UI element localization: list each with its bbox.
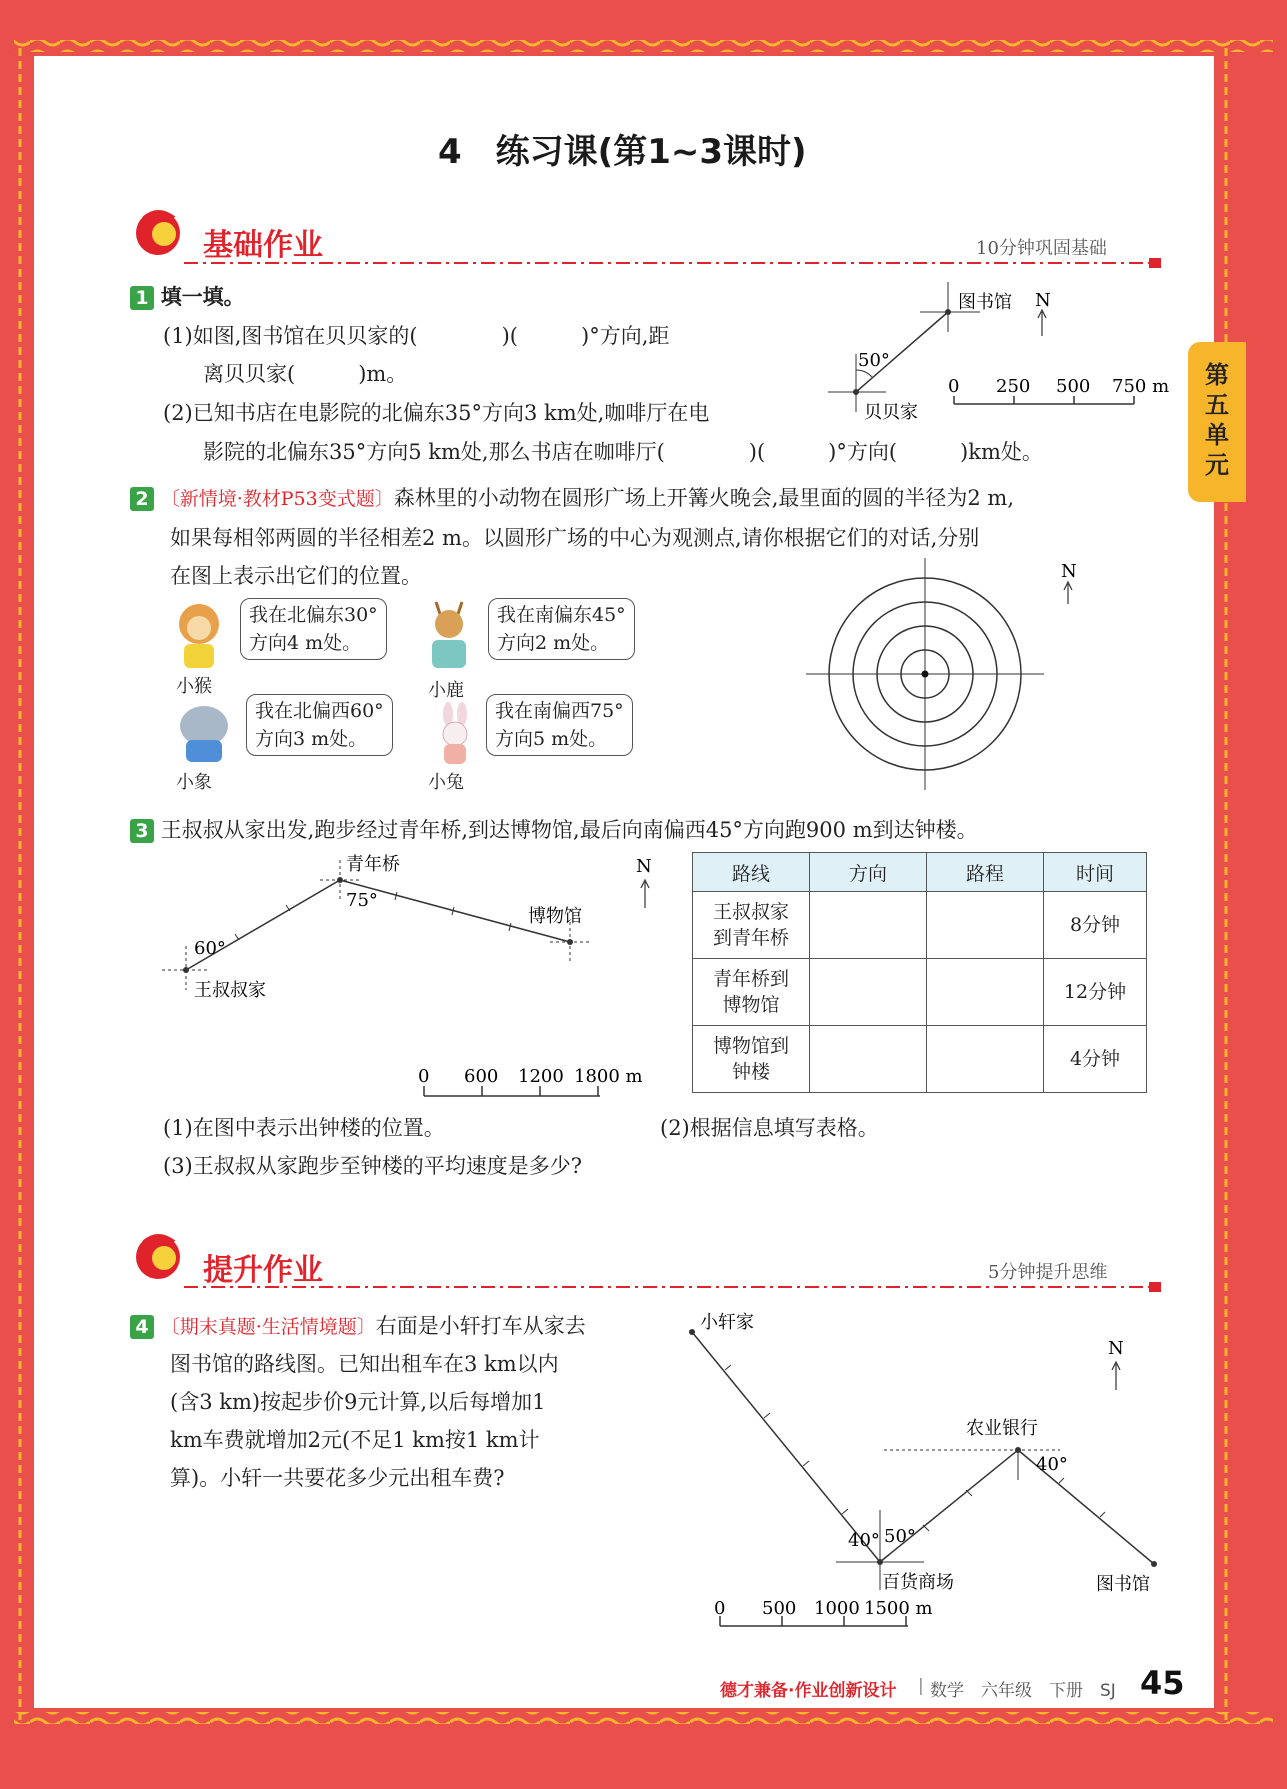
q4-line3: (含3 km)按起步价9元计算,以后每增加1 [170, 1390, 546, 1414]
q4-number: 4 [130, 1315, 154, 1339]
q1-scale-1: 250 [996, 376, 1031, 397]
elephant-say-1: 我在北偏西60° [255, 700, 384, 722]
rabbit-bubble [486, 694, 633, 756]
q4-angle40a: 40° [848, 1530, 880, 1551]
q3-scale-0: 0 [418, 1066, 430, 1087]
q3-line1-text: 王叔叔从家出发,跑步经过青年桥,到达博物馆,最后向南偏西45°方向跑900 m到达钟楼。 [160, 818, 978, 842]
deer-say-2: 方向2 m处。 [497, 632, 610, 654]
q4-scale-0: 0 [714, 1598, 726, 1619]
q4-line4: km车费就增加2元(不足1 km按1 km计 [170, 1428, 540, 1452]
q3-angle75: 75° [346, 890, 378, 911]
deer-say-1: 我在南偏东45° [497, 604, 626, 626]
row1-time: 8分钟 [1044, 892, 1147, 959]
section-title-advanced: 提升作业 [203, 1253, 323, 1288]
q1-part2-line1: (2)已知书店在电影院的北偏东35°方向3 km处,咖啡厅在电 [163, 401, 710, 425]
q3-route-figure [160, 850, 660, 1090]
q3-north-label: N [636, 856, 652, 877]
q2-line1-text: 森林里的小动物在圆形广场上开篝火晚会,最里面的圆的半径为2 m, [393, 486, 1015, 510]
row1-direction-blank[interactable] [810, 892, 927, 959]
elephant-name: 小象 [176, 772, 212, 793]
q3-home-label: 王叔叔家 [194, 980, 266, 1001]
q1-head-text: 填一填。 [160, 285, 245, 309]
q3-angle60: 60° [194, 938, 226, 959]
q3-sub1: (1)在图中表示出钟楼的位置。 [163, 1116, 445, 1140]
q3-scale-2: 1200 [518, 1066, 564, 1087]
elephant-bubble [246, 694, 393, 756]
unit-tab-label: 第五单元 [1205, 361, 1229, 479]
q2-north-arrow [1060, 560, 1080, 606]
q2-line1 [130, 482, 1014, 512]
q1-home-label: 贝贝家 [864, 402, 918, 423]
table-row [693, 1026, 1147, 1093]
row1-route [693, 892, 810, 959]
q3-bridge-label: 青年桥 [346, 854, 400, 875]
rabbit-say-2: 方向5 m处。 [495, 728, 608, 750]
elephant-icon [168, 700, 238, 766]
row3-route-line1: 博物馆到 [712, 1035, 789, 1057]
q1-scale-3: 750 m [1112, 376, 1170, 397]
th-direction: 方向 [810, 853, 927, 892]
monkey-icon [168, 600, 230, 670]
monkey-name: 小猴 [176, 676, 212, 697]
q2-number: 2 [130, 487, 154, 511]
table-row [693, 959, 1147, 1026]
q4-angle50: 50° [884, 1526, 916, 1547]
q4-mall-label: 百货商场 [882, 1572, 954, 1593]
deer-bubble [488, 598, 635, 660]
q1-angle-label: 50° [858, 350, 890, 371]
th-route: 路线 [693, 853, 810, 892]
q4-home-label: 小轩家 [700, 1312, 754, 1333]
row3-route-line2: 钟楼 [731, 1061, 770, 1083]
row2-route [693, 959, 810, 1026]
section-time-advanced: 5分钟提升思维 [988, 1262, 1108, 1283]
rabbit-icon [430, 702, 480, 768]
th-time: 时间 [1044, 853, 1147, 892]
section-title-basic: 基础作业 [203, 228, 323, 263]
footer-brand: 德才兼备·作业创新设计 [720, 1681, 897, 1701]
q3-sub2: (2)根据信息填写表格。 [660, 1116, 879, 1140]
q3-line1 [130, 814, 978, 844]
q4-line2: 图书馆的路线图。已知出租车在3 km以内 [170, 1352, 559, 1376]
q2-line2: 如果每相邻两圆的半径相差2 m。以圆形广场的中心为观测点,请你根据它们的对话,分别 [170, 526, 980, 550]
row1-route-line1: 王叔叔家 [712, 901, 789, 923]
q2-north-text: N [1061, 561, 1077, 582]
q4-angle40b: 40° [1036, 1454, 1068, 1475]
q4-line1 [130, 1310, 586, 1340]
footer-info: 数学 六年级 下册 SJ [930, 1681, 1116, 1701]
table-row [693, 892, 1147, 959]
row2-route-line2: 博物馆 [722, 994, 780, 1016]
q2-tag: 〔新情境·教材P53变式题〕 [160, 488, 394, 510]
mascot-icon [130, 208, 186, 258]
q1-scale-2: 500 [1056, 376, 1091, 397]
q2-line3: 在图上表示出它们的位置。 [170, 564, 422, 588]
page-title: 4 练习课(第1~3课时) [438, 132, 807, 172]
q1-scale-0: 0 [948, 376, 960, 397]
rabbit-say-1: 我在南偏西75° [495, 700, 624, 722]
q4-scale-2: 1000 [814, 1598, 860, 1619]
q1-library-label: 图书馆 [958, 292, 1012, 313]
th-distance: 路程 [927, 853, 1044, 892]
q4-scale-3: 1500 m [864, 1598, 933, 1619]
page-number: 45 [1140, 1664, 1185, 1702]
deer-name: 小鹿 [428, 680, 464, 701]
footer-separator: | [918, 1676, 924, 1696]
q4-library-label: 图书馆 [1096, 1574, 1150, 1595]
q3-scale-bar [420, 1086, 604, 1098]
q4-line5: 算)。小轩一共要花多少元出租车费? [170, 1466, 505, 1490]
q1-north-label: N [1035, 290, 1051, 311]
unit-tab [1188, 342, 1246, 502]
q1-part2-line2: 影院的北偏东35°方向5 km处,那么书店在咖啡厅( )( )°方向( )km处。 [203, 440, 1043, 464]
deer-icon [418, 598, 480, 672]
row2-distance-blank[interactable] [927, 959, 1044, 1026]
q3-number: 3 [130, 819, 154, 843]
q1-map-figure [820, 282, 1180, 432]
elephant-say-2: 方向3 m处。 [255, 728, 368, 750]
q3-table [692, 852, 1147, 1093]
q4-tag: 〔期末真题·生活情境题〕 [160, 1316, 376, 1338]
monkey-bubble [240, 598, 387, 660]
section-divider [184, 256, 1174, 270]
q4-line1-text: 右面是小轩打车从家去 [375, 1314, 586, 1338]
row3-direction-blank[interactable] [810, 1026, 927, 1093]
q4-bank-label: 农业银行 [966, 1418, 1038, 1439]
q4-scale-1: 500 [762, 1598, 797, 1619]
monkey-say-1: 我在北偏东30° [249, 604, 378, 626]
row1-distance-blank[interactable] [927, 892, 1044, 959]
q1-number: 1 [130, 286, 154, 310]
row3-route [693, 1026, 810, 1093]
q4-north-label: N [1108, 1338, 1124, 1359]
q2-circle-figure [806, 556, 1056, 790]
q1-heading [130, 281, 245, 311]
row3-distance-blank[interactable] [927, 1026, 1044, 1093]
row2-time: 12分钟 [1044, 959, 1147, 1026]
section-time-basic: 10分钟巩固基础 [976, 238, 1107, 259]
q1-part1-line1: (1)如图,图书馆在贝贝家的( )( )°方向,距 [163, 324, 670, 348]
mascot-icon [130, 1232, 186, 1282]
section-divider [184, 1280, 1174, 1294]
q3-museum-label: 博物馆 [528, 906, 582, 927]
q3-scale-1: 600 [464, 1066, 499, 1087]
row2-route-line1: 青年桥到 [712, 968, 789, 990]
row2-direction-blank[interactable] [810, 959, 927, 1026]
monkey-say-2: 方向4 m处。 [249, 632, 362, 654]
q3-scale-3: 1800 m [574, 1066, 643, 1087]
q4-route-figure [680, 1310, 1200, 1630]
q1-part1-line2: 离贝贝家( )m。 [203, 362, 408, 386]
q3-sub3: (3)王叔叔从家跑步至钟楼的平均速度是多少? [163, 1154, 583, 1178]
row3-time: 4分钟 [1044, 1026, 1147, 1093]
rabbit-name: 小兔 [428, 772, 464, 793]
row1-route-line2: 到青年桥 [712, 927, 789, 949]
